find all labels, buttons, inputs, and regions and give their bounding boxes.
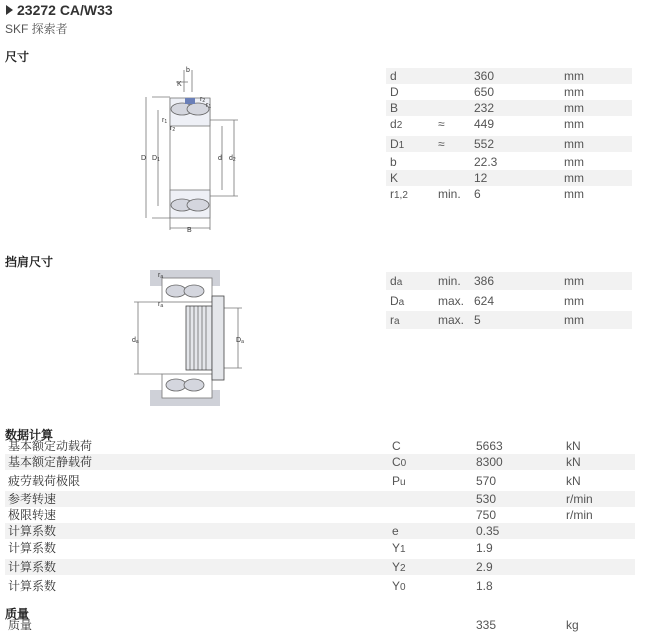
symbol-cell: [392, 438, 401, 454]
label-r2-top: r2: [200, 96, 206, 104]
symbol-subscript: 0: [400, 582, 406, 593]
calc-row: [5, 523, 635, 539]
calc-value: 0.35: [476, 524, 500, 538]
abutment-qualifier: max.: [438, 294, 465, 308]
abutment-qualifier: min.: [438, 274, 461, 288]
dimension-unit: mm: [564, 85, 584, 99]
page-subtitle: SKF 探索者: [5, 22, 68, 36]
symbol-subscript: a: [398, 297, 405, 308]
symbol-cell: [390, 116, 402, 134]
calc-row: [5, 438, 635, 454]
calc-row: [5, 578, 635, 594]
calc-value: 5663: [476, 439, 503, 453]
abutment-row: [386, 292, 632, 310]
symbol: r: [390, 187, 394, 201]
dimension-row: [386, 186, 632, 202]
calc-value: 8300: [476, 455, 503, 469]
calc-unit: kN: [566, 439, 581, 453]
label-ra-top: ra: [158, 272, 164, 280]
symbol-subscript: 2: [396, 120, 403, 131]
abutment-unit: mm: [564, 313, 584, 327]
symbol-cell: [390, 311, 400, 331]
calc-value: 1.8: [476, 579, 493, 593]
dimension-value: 6: [474, 187, 481, 201]
calc-label: 极限转速: [8, 508, 57, 522]
calc-value: 570: [476, 474, 497, 488]
lubrication-groove: [185, 98, 195, 104]
mass-label: 质量: [8, 618, 33, 632]
abutment-row: [386, 311, 632, 329]
section-dimensions-title: 尺寸: [5, 50, 30, 64]
calc-label: 计算系数: [8, 560, 57, 574]
symbol-subscript: a: [396, 277, 403, 288]
bearing-dimensions-diagram: [130, 62, 260, 238]
label-D1: D1: [152, 155, 160, 163]
mass-row: [5, 617, 635, 633]
dimension-row: [386, 170, 632, 186]
symbol: Y: [392, 579, 401, 593]
symbol-subscript: u: [400, 477, 406, 488]
mass-unit: kg: [566, 618, 579, 632]
calc-value: 750: [476, 508, 497, 522]
section-mass-title: 质量: [5, 607, 30, 621]
triangle-icon: [6, 5, 13, 15]
dimension-row: [386, 100, 632, 116]
symbol-cell: [392, 473, 406, 491]
dimension-value: 12: [474, 171, 488, 185]
label-r1-top: r1: [206, 102, 212, 110]
calc-label: 参考转速: [8, 492, 57, 506]
calc-unit: kN: [566, 455, 581, 469]
calc-row: [5, 559, 635, 575]
symbol-cell: [392, 559, 406, 577]
dimension-value: 360: [474, 69, 495, 83]
dimension-row: [386, 84, 632, 100]
symbol-cell: [390, 186, 408, 204]
dimension-value: 552: [474, 137, 495, 151]
calc-unit: kN: [566, 474, 581, 488]
dimension-row: [386, 68, 632, 84]
dimension-value: 232: [474, 101, 495, 115]
calc-row: [5, 473, 635, 489]
symbol: r: [390, 313, 394, 327]
dimension-row: [386, 116, 632, 132]
calc-unit: r/min: [566, 492, 593, 506]
calc-row: [5, 454, 635, 470]
symbol-cell: [392, 540, 406, 558]
calc-unit: r/min: [566, 508, 593, 522]
calc-label: 计算系数: [8, 541, 57, 555]
abutment-qualifier: max.: [438, 313, 465, 327]
section-abutment-title: 挡肩尺寸: [5, 255, 54, 269]
page-title: [6, 2, 113, 18]
symbol-cell: [390, 100, 398, 116]
symbol-cell: [390, 154, 397, 170]
dimension-unit: mm: [564, 137, 584, 151]
symbol: D: [390, 294, 399, 308]
calc-row: [5, 507, 635, 523]
symbol: d: [390, 69, 397, 83]
section-calc-title: 数据计算: [5, 428, 54, 442]
symbol: P: [392, 474, 401, 488]
calc-label: 基本额定静载荷: [8, 455, 93, 469]
dimension-unit: mm: [564, 155, 584, 169]
symbol-cell: [392, 578, 406, 596]
dimension-unit: mm: [564, 69, 584, 83]
dimension-value: 22.3: [474, 155, 498, 169]
label-d2: d2: [229, 155, 236, 163]
symbol: b: [390, 155, 397, 169]
dimension-qualifier: min.: [438, 187, 461, 201]
label-Da: Da: [236, 337, 244, 345]
dimension-unit: mm: [564, 101, 584, 115]
symbol-cell: [390, 170, 398, 186]
symbol: d: [390, 274, 397, 288]
dimension-row: [386, 154, 632, 170]
calc-label: 疲劳载荷极限: [8, 474, 81, 488]
abutment-unit: mm: [564, 294, 584, 308]
symbol-subscript: a: [394, 316, 400, 327]
label-b: b: [186, 67, 190, 74]
abutment-row: [386, 272, 632, 290]
calc-label: 计算系数: [8, 524, 57, 538]
symbol: B: [390, 101, 399, 115]
label-d: d: [218, 155, 222, 162]
label-r2-left: r2: [170, 125, 176, 133]
abutment-value: 386: [474, 274, 495, 288]
symbol: D: [390, 85, 399, 99]
symbol-cell: [390, 292, 404, 312]
symbol-subscript: 0: [400, 458, 407, 469]
symbol: D: [390, 137, 399, 151]
calc-value: 2.9: [476, 560, 493, 574]
label-K: K: [177, 81, 182, 88]
calc-value: 530: [476, 492, 497, 506]
abutment-value: 624: [474, 294, 495, 308]
calc-label: 基本额定动载荷: [8, 439, 93, 453]
dimension-unit: mm: [564, 187, 584, 201]
symbol: Y: [392, 560, 401, 574]
label-B: B: [187, 227, 192, 234]
calc-value: 1.9: [476, 541, 493, 555]
symbol-cell: [392, 523, 399, 539]
dimension-value: 650: [474, 85, 495, 99]
dimension-qualifier: ≈: [438, 137, 445, 151]
symbol-cell: [392, 454, 406, 472]
dimension-value: 449: [474, 117, 495, 131]
calc-label: 计算系数: [8, 579, 57, 593]
symbol-subscript: 1,2: [394, 190, 408, 201]
label-D: D: [141, 155, 147, 162]
symbol: d: [390, 117, 397, 131]
symbol: e: [392, 524, 399, 538]
label-r1-left: r1: [162, 117, 168, 125]
symbol-subscript: 2: [400, 563, 406, 574]
dimension-unit: mm: [564, 171, 584, 185]
symbol-cell: [390, 272, 402, 292]
mass-value: 335: [476, 618, 497, 632]
abutment-value: 5: [474, 313, 481, 327]
symbol: C: [392, 455, 401, 469]
calc-row: [5, 540, 635, 556]
symbol-cell: [390, 136, 404, 154]
label-da: da: [132, 337, 139, 345]
calc-row: [5, 491, 635, 507]
label-ra-left: ra: [158, 301, 164, 309]
abutment-diagram: [128, 268, 252, 408]
abutment-unit: mm: [564, 274, 584, 288]
dimension-row: [386, 136, 632, 152]
dimension-qualifier: ≈: [438, 117, 445, 131]
product-title: 23272 CA/W33: [17, 2, 113, 18]
symbol: C: [392, 439, 401, 453]
symbol-subscript: 1: [398, 140, 405, 151]
symbol-subscript: 1: [400, 544, 406, 555]
symbol: K: [390, 171, 399, 185]
symbol: Y: [392, 541, 401, 555]
symbol-cell: [390, 68, 397, 84]
dimension-unit: mm: [564, 117, 584, 131]
symbol-cell: [390, 84, 399, 100]
